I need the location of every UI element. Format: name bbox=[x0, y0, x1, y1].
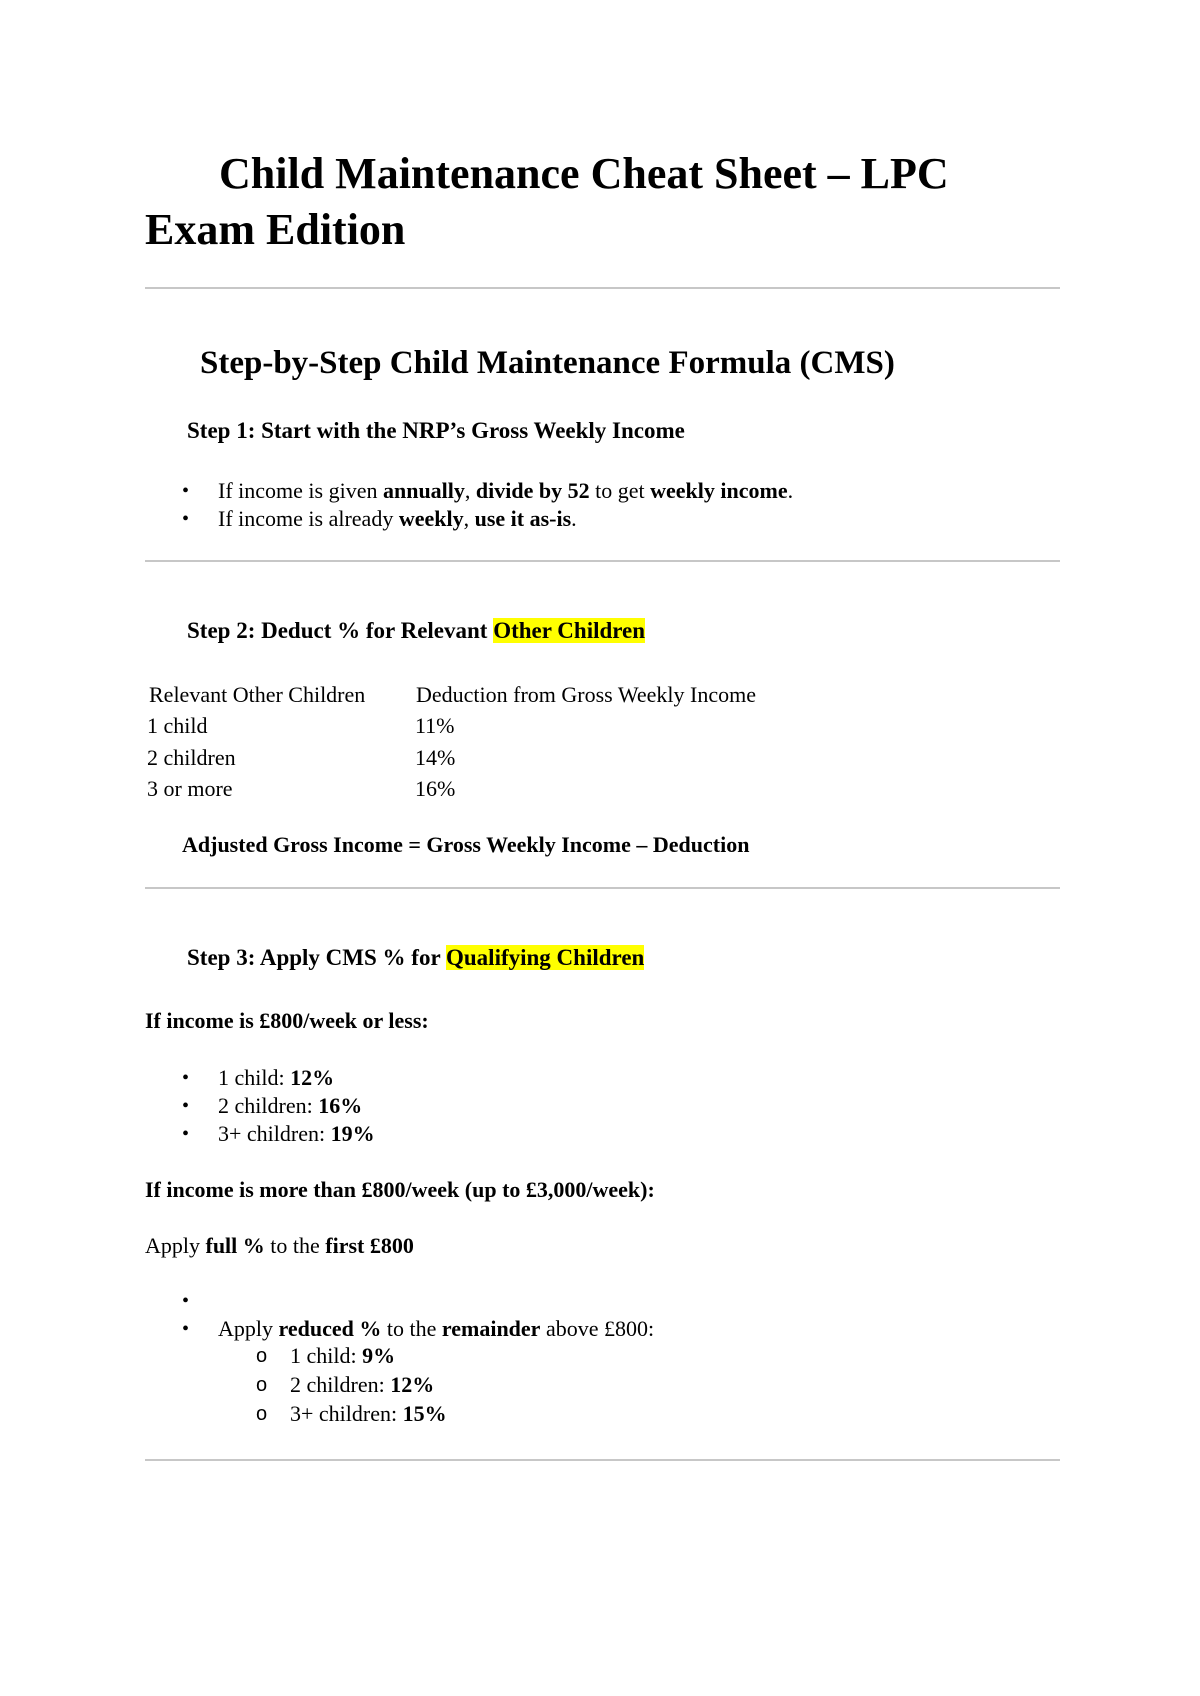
text: use it as-is bbox=[474, 506, 572, 531]
text: 12% bbox=[290, 1065, 335, 1090]
text: If income is given bbox=[218, 478, 383, 503]
text: 19% bbox=[330, 1121, 375, 1146]
table-header-col-2: Deduction from Gross Weekly Income bbox=[416, 682, 756, 707]
text: weekly income bbox=[650, 478, 788, 503]
reduced-rate-item bbox=[290, 1372, 434, 1398]
divider bbox=[145, 287, 1060, 289]
divider bbox=[145, 560, 1060, 562]
text: If income is already bbox=[218, 506, 399, 531]
document-title-line-2: Exam Edition bbox=[145, 205, 406, 254]
text: to get bbox=[589, 478, 651, 503]
apply-full-text bbox=[145, 1233, 414, 1259]
table-cell: 16% bbox=[415, 776, 456, 801]
text: to the bbox=[264, 1233, 326, 1258]
low-income-item bbox=[218, 1121, 375, 1147]
text: . bbox=[787, 478, 794, 503]
bullet-icon: • bbox=[182, 1067, 190, 1089]
text: reduced % bbox=[278, 1316, 382, 1341]
step3-heading bbox=[187, 945, 644, 971]
bullet-icon: • bbox=[182, 1095, 190, 1117]
text: full % bbox=[205, 1233, 265, 1258]
text: 3+ children: bbox=[218, 1121, 331, 1146]
text: , bbox=[463, 506, 475, 531]
text: Step 2: Deduct % for Relevant bbox=[187, 618, 494, 643]
text: first £800 bbox=[325, 1233, 414, 1258]
text: 12% bbox=[390, 1372, 435, 1397]
table-cell: 14% bbox=[415, 745, 456, 770]
low-income-heading: If income is £800/week or less: bbox=[145, 1008, 429, 1033]
sub-bullet-icon: o bbox=[256, 1403, 268, 1425]
reduced-rate-item bbox=[290, 1401, 447, 1427]
text: 2 children: bbox=[218, 1093, 319, 1118]
bullet-icon: • bbox=[182, 1318, 190, 1340]
sub-bullet-icon: o bbox=[256, 1345, 268, 1367]
text: 3+ children: bbox=[290, 1401, 403, 1426]
text: to the bbox=[381, 1316, 442, 1341]
text: Apply bbox=[218, 1316, 279, 1341]
text: Step 3: Apply CMS % for bbox=[187, 945, 446, 970]
bullet-icon: • bbox=[182, 1123, 190, 1145]
text: 16% bbox=[318, 1093, 363, 1118]
divider bbox=[145, 1459, 1060, 1461]
step1-heading: Step 1: Start with the NRP’s Gross Weekly Income bbox=[187, 418, 685, 443]
bullet-icon: • bbox=[182, 1290, 190, 1312]
document-title-line-1: Child Maintenance Cheat Sheet – LPC bbox=[219, 149, 949, 198]
text: 1 child: bbox=[290, 1343, 363, 1368]
step2-heading bbox=[187, 618, 645, 644]
low-income-item bbox=[218, 1093, 362, 1119]
highlighted-text: Other Children bbox=[493, 618, 646, 643]
bullet-icon: • bbox=[182, 480, 190, 502]
table-cell: 1 child bbox=[147, 713, 208, 738]
text: remainder bbox=[441, 1316, 541, 1341]
text: , bbox=[464, 478, 476, 503]
section-heading: Step-by-Step Child Maintenance Formula (CMS) bbox=[200, 345, 895, 381]
step1-bullet-1 bbox=[218, 478, 793, 504]
reduced-rate-item bbox=[290, 1343, 395, 1369]
table-cell: 11% bbox=[415, 713, 455, 738]
text: above £800: bbox=[540, 1316, 655, 1341]
table-cell: 3 or more bbox=[147, 776, 233, 801]
text: 9% bbox=[362, 1343, 396, 1368]
text: weekly bbox=[398, 506, 464, 531]
text: 15% bbox=[402, 1401, 447, 1426]
divider bbox=[145, 887, 1060, 889]
apply-reduced-text bbox=[218, 1316, 654, 1342]
table-header-col-1: Relevant Other Children bbox=[149, 682, 366, 707]
text: divide by 52 bbox=[475, 478, 590, 503]
high-income-heading: If income is more than £800/week (up to £3,000/week): bbox=[145, 1177, 655, 1202]
highlighted-text: Qualifying Children bbox=[446, 945, 645, 970]
text: 2 children: bbox=[290, 1372, 391, 1397]
text: . bbox=[571, 506, 577, 531]
text: Apply bbox=[145, 1233, 206, 1258]
table-cell: 2 children bbox=[147, 745, 236, 770]
adjusted-income-formula: Adjusted Gross Income = Gross Weekly Income – Deduction bbox=[182, 832, 750, 857]
bullet-icon: • bbox=[182, 508, 190, 530]
text: annually bbox=[382, 478, 465, 503]
sub-bullet-icon: o bbox=[256, 1374, 268, 1396]
text: 1 child: bbox=[218, 1065, 291, 1090]
low-income-item bbox=[218, 1065, 334, 1091]
step1-bullet-2 bbox=[218, 506, 577, 532]
